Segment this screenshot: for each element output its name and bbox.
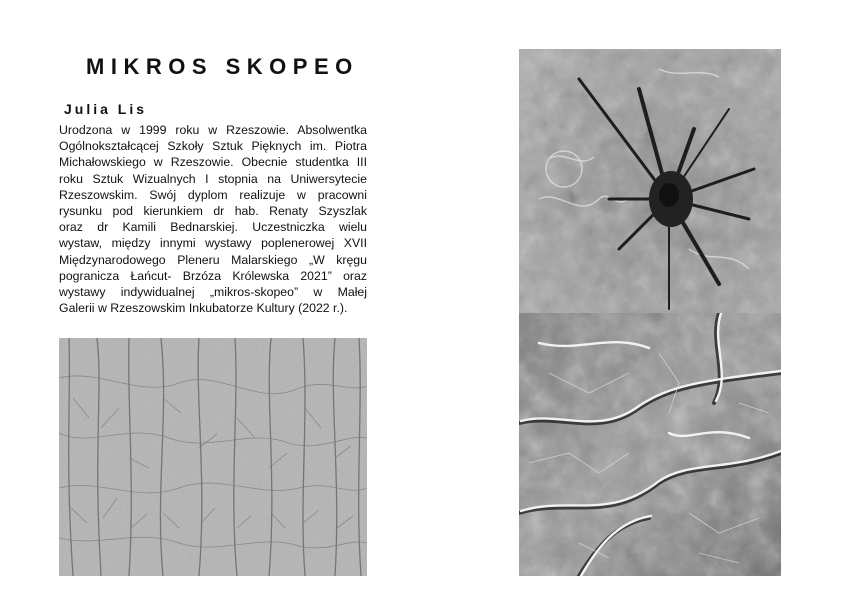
bio-line: wystaw, między innymi wystawy poplenerowej XVII [59,236,367,251]
bio-line: Rzeszowskim. Swój dyplom realizuje w pracowni [59,187,367,202]
bio-line: Urodzona w 1999 roku w Rzeszowie. Absolwentka [59,123,367,137]
artist-bio [59,122,367,316]
bio-line: Ogólnokształcącej Szkoły Sztuk Pięknych im. Piotra [59,139,367,154]
artwork-star-burst [519,49,781,314]
page-title: MIKROS SKOPEO [86,54,359,79]
bio-line: oraz dr Kamili Bednarskiej. Uczestniczka wielu [59,220,367,235]
author-name: Julia Lis [64,101,148,117]
bio-line: wystawy indywidualnej „mikros-skopeo” w Małej [59,285,367,300]
bio-line: roku Sztuk Wizualnych I stopnia na Uniwersytecie [59,171,367,186]
bio-line: Międzynarodowego Pleneru Malarskiego „W kręgu [59,252,367,267]
bio-line: Galerii w Rzeszowskim Inkubatorze Kultury (2022 r.). [59,301,348,316]
artwork-vein-drawing [59,338,367,576]
artwork-cracked-surface [519,313,781,576]
bio-line: pogranicza Łańcut- Brzóza Królewska 2021” oraz [59,268,367,283]
bio-line: Michałowskiego w Rzeszowie. Obecnie studentka III [59,155,367,170]
bio-line: rysunku pod kierunkiem dr hab. Renaty Szyszlak [59,204,367,219]
